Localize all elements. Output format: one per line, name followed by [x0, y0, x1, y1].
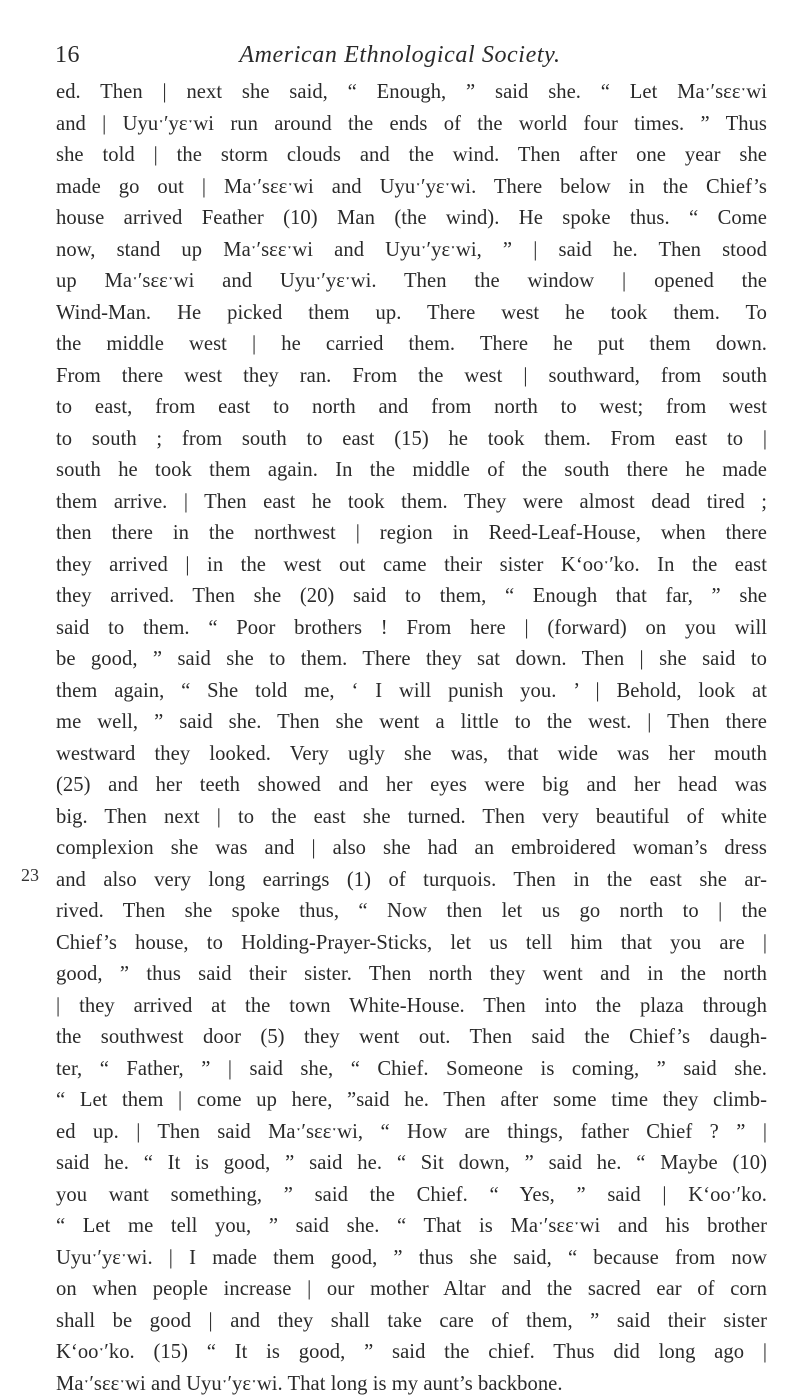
text-line: then there in the northwest | region in Reed-Leaf-House, when there: [56, 518, 767, 550]
text-line: them arrive. | Then east he took them. They were almost dead tired ;: [56, 487, 767, 519]
text-line: up Maˑ′sɛɛˑwi and Uyuˑ′yɛˑwi. Then the window | opened the: [56, 266, 767, 298]
text-line: Uyuˑ′yɛˑwi. | I made them good, ” thus she said, “ because from now: [56, 1243, 767, 1275]
text-line: you want something, ” said the Chief. “ Yes, ” said | K‘ooˑ′ko.: [56, 1180, 767, 1212]
text-line: south he took them again. In the middle of the south there he made: [56, 455, 767, 487]
text-line: ter, “ Father, ” | said she, “ Chief. Someone is coming, ” said she.: [56, 1054, 767, 1086]
text-line: she told | the storm clouds and the wind. Then after one year she: [56, 140, 767, 172]
page-number: 16: [55, 42, 80, 69]
text-line: K‘ooˑ′ko. (15) “ It is good, ” said the chief. Thus did long ago |: [56, 1337, 767, 1369]
text-line: ed up. | Then said Maˑ′sɛɛˑwi, “ How are things, father Chief ? ” |: [56, 1117, 767, 1149]
running-title: American Ethnological Society.: [0, 42, 800, 69]
text-line: ed. Then | next she said, “ Enough, ” said she. “ Let Maˑ′sɛɛˑwi: [56, 77, 767, 109]
text-line: | they arrived at the town White-House. Then into the plaza through: [56, 991, 767, 1023]
text-line: good, ” thus said their sister. Then north they went and in the north: [56, 959, 767, 991]
text-line: house arrived Feather (10) Man (the wind). He spoke thus. “ Come: [56, 203, 767, 235]
text-line: westward they looked. Very ugly she was, that wide was her mouth: [56, 739, 767, 771]
text-line: “ Let them | come up here, ”said he. Then after some time they climb-: [56, 1085, 767, 1117]
text-line: said to them. “ Poor brothers ! From here | (forward) on you will: [56, 613, 767, 645]
text-line: Chief’s house, to Holding-Prayer-Sticks, let us tell him that you are |: [56, 928, 767, 960]
text-line: on when people increase | our mother Altar and the sacred ear of corn: [56, 1274, 767, 1306]
text-line: them again, “ She told me, ‘ I will punish you. ’ | Behold, look at: [56, 676, 767, 708]
line-marker: 23: [21, 865, 39, 886]
text-line: be good, ” said she to them. There they sat down. Then | she said to: [56, 644, 767, 676]
text-line: to east, from east to north and from north to west; from west: [56, 392, 767, 424]
text-line: me well, ” said she. Then she went a little to the west. | Then there: [56, 707, 767, 739]
text-line: now, stand up Maˑ′sɛɛˑwi and Uyuˑ′yɛˑwi, ” | said he. Then stood: [56, 235, 767, 267]
text-line: and also very long earrings (1) of turquois. Then in the east she ar-: [56, 865, 767, 897]
text-line: shall be good | and they shall take care of them, ” said their sister: [56, 1306, 767, 1338]
text-line: Wind-Man. He picked them up. There west he took them. To: [56, 298, 767, 330]
text-line: and | Uyuˑ′yɛˑwi run around the ends of the world four times. ” Thus: [56, 109, 767, 141]
text-line: the middle west | he carried them. There he put them down.: [56, 329, 767, 361]
text-line: (25) and her teeth showed and her eyes were big and her head was: [56, 770, 767, 802]
page-header: [0, 34, 800, 74]
text-line: Maˑ′sɛɛˑwi and Uyuˑ′yɛˑwi. That long is my aunt’s backbone.: [56, 1369, 767, 1400]
text-line: rived. Then she spoke thus, “ Now then let us go north to | the: [56, 896, 767, 928]
text-line: to south ; from south to east (15) he took them. From east to |: [56, 424, 767, 456]
text-line: “ Let me tell you, ” said she. “ That is Maˑ′sɛɛˑwi and his brother: [56, 1211, 767, 1243]
text-line: they arrived | in the west out came their sister K‘ooˑ′ko. In the east: [56, 550, 767, 582]
text-line: From there west they ran. From the west | southward, from south: [56, 361, 767, 393]
text-line: the southwest door (5) they went out. Then said the Chief’s daugh-: [56, 1022, 767, 1054]
text-line: big. Then next | to the east she turned. Then very beautiful of white: [56, 802, 767, 834]
body-text: [56, 77, 767, 1400]
text-line: they arrived. Then she (20) said to them, “ Enough that far, ” she: [56, 581, 767, 613]
text-line: complexion she was and | also she had an embroidered woman’s dress: [56, 833, 767, 865]
text-line: made go out | Maˑ′sɛɛˑwi and Uyuˑ′yɛˑwi. There below in the Chief’s: [56, 172, 767, 204]
text-line: said he. “ It is good, ” said he. “ Sit down, ” said he. “ Maybe (10): [56, 1148, 767, 1180]
